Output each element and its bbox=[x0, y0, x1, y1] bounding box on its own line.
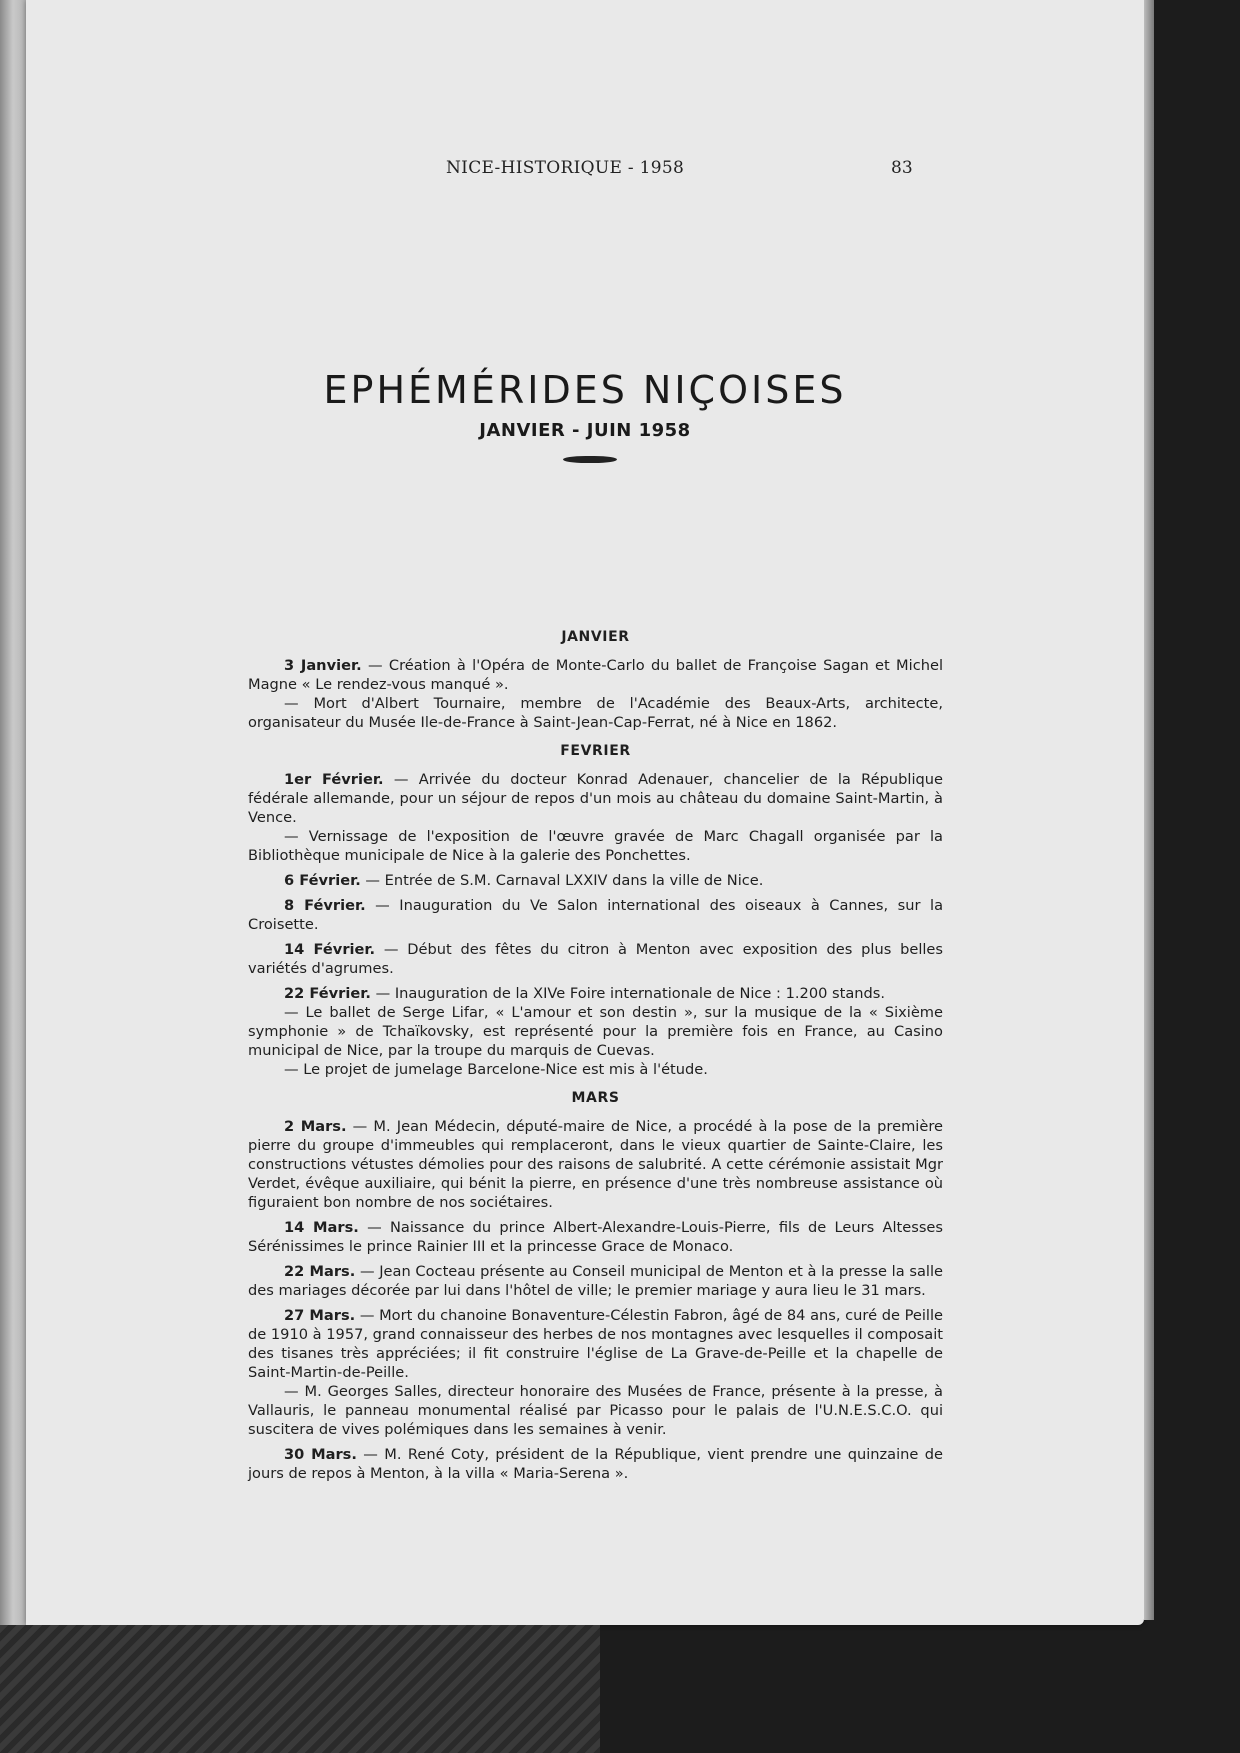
entry-date: 30 Mars. bbox=[284, 1446, 357, 1463]
article-subtitle: JANVIER - JUIN 1958 bbox=[479, 420, 691, 441]
article-title: EPHÉMÉRIDES NIÇOISES bbox=[323, 368, 847, 412]
entry-text: Vernissage de l'exposition de l'œuvre gravée de Marc Chagall organisée par la Bibliothèque municipale de Nice à la galerie des Ponchettes. bbox=[248, 828, 943, 864]
chronicle-entry bbox=[248, 984, 943, 1079]
background-fabric bbox=[0, 1625, 600, 1753]
entry-paragraph: 30 Mars. — M. René Coty, président de la République, vient prendre une quinzaine de jours de repos à Menton, à la villa « Maria-Serena ». bbox=[248, 1446, 944, 1482]
entry-paragraph: 27 Mars. — Mort du chanoine Bonaventure-Célestin Fabron, âgé de 84 ans, curé de Peille de 1910 à 1957, grand connaisseur des herbes de nos montagnes avec lesquelles il composait des tisanes très appréciées; il fit construire l'église de La Grave-de-Peille et la chapelle de Saint-Martin-de-Peille. bbox=[248, 1307, 944, 1381]
entry-paragraph: 1er Février. — Arrivée du docteur Konrad Adenauer, chancelier de la République fédérale allemande, pour un séjour de repos d'un mois au château du domaine Saint-Martin, à Vence. bbox=[248, 771, 944, 826]
chronicle-entry bbox=[248, 1262, 943, 1300]
entry-paragraph: — Mort d'Albert Tournaire, membre de l'Académie des Beaux-Arts, architecte, organisateur du Musée Ile-de-France à Saint-Jean-Cap-Ferrat, né à Nice en 1862. bbox=[248, 695, 943, 731]
entry-paragraph: 8 Février. — Inauguration du Ve Salon international des oiseaux à Cannes, sur la Croisette. bbox=[248, 897, 944, 933]
chronicle-entry bbox=[248, 656, 943, 732]
chronicle-entry bbox=[248, 896, 943, 934]
chronicle-entry bbox=[248, 1445, 943, 1483]
entry-paragraph: 2 Mars. — M. Jean Médecin, député-maire de Nice, a procédé à la pose de la première pierre du groupe d'immeubles qui remplaceront, dans le vieux quartier de Sainte-Claire, les constructions vétustes démolies pour des raisons de salubrité. A cette cérémonie assistait Mgr Verdet, évêque auxiliaire, qui bénit la pierre, en présence d'une très nombreuse assistance où figuraient bon nombre de nos sociétaires. bbox=[248, 1118, 943, 1211]
entry-text: Entrée de S.M. Carnaval LXXIV dans la ville de Nice. bbox=[384, 872, 764, 889]
entry-text: Le projet de jumelage Barcelone-Nice est mis à l'étude. bbox=[303, 1061, 708, 1078]
document-page bbox=[26, 0, 1144, 1625]
entry-text: Mort d'Albert Tournaire, membre de l'Académie des Beaux-Arts, architecte, organisateur du Musée Ile-de-France à Saint-Jean-Cap-Ferrat, né à Nice en 1862. bbox=[248, 695, 943, 731]
section-heading: MARS bbox=[571, 1090, 620, 1106]
entry-date: 3 Janvier. bbox=[284, 657, 362, 674]
entry-text: Naissance du prince Albert-Alexandre-Louis-Pierre, fils de Leurs Altesses Sérénissimes le prince Rainier III et la princesse Grace de Monaco. bbox=[248, 1219, 944, 1255]
entry-text: Inauguration de la XIVe Foire internationale de Nice : 1.200 stands. bbox=[394, 985, 886, 1002]
entry-paragraph: 22 Février. — Inauguration de la XIVe Foire internationale de Nice : 1.200 stands. bbox=[284, 985, 886, 1002]
entry-text: Jean Cocteau présente au Conseil municipal de Menton et à la presse la salle des mariages décorée par lui dans l'hôtel de ville; le premier mariage y aura lieu le 31 mars. bbox=[248, 1263, 943, 1299]
page-stack-edge bbox=[1144, 0, 1154, 1620]
entry-date: 2 Mars. bbox=[284, 1118, 347, 1135]
entry-date: 8 Février. bbox=[284, 897, 366, 914]
entry-paragraph: — Vernissage de l'exposition de l'œuvre gravée de Marc Chagall organisée par la Bibliothèque municipale de Nice à la galerie des Ponchettes. bbox=[248, 828, 943, 864]
entry-paragraph: 6 Février. — Entrée de S.M. Carnaval LXXIV dans la ville de Nice. bbox=[284, 872, 764, 889]
entry-text: Inauguration du Ve Salon international des oiseaux à Cannes, sur la Croisette. bbox=[248, 897, 944, 933]
entry-date: 22 Février. bbox=[284, 985, 371, 1002]
chronicle-entry bbox=[248, 940, 943, 978]
entry-paragraph: — Le ballet de Serge Lifar, « L'amour et son destin », sur la musique de la « Sixième symphonie » de Tchaïkovsky, est représenté pour la première fois en France, au Casino municipal de Nice, par la troupe du marquis de Cuevas. bbox=[248, 1004, 943, 1059]
entry-date: 27 Mars. bbox=[284, 1307, 356, 1324]
entry-paragraph: — Le projet de jumelage Barcelone-Nice est mis à l'étude. bbox=[284, 1061, 708, 1078]
entry-text: Création à l'Opéra de Monte-Carlo du ballet de Françoise Sagan et Michel Magne « Le rendez-vous manqué ». bbox=[248, 657, 944, 693]
title-ornament bbox=[563, 456, 617, 463]
chronicle-entry bbox=[248, 1218, 943, 1256]
entry-date: 14 Février. bbox=[284, 941, 376, 958]
journal-title: NICE-HISTORIQUE - 1958 bbox=[446, 158, 685, 178]
running-header bbox=[26, 158, 1144, 182]
entry-paragraph: 14 Mars. — Naissance du prince Albert-Alexandre-Louis-Pierre, fils de Leurs Altesses Sérénissimes le prince Rainier III et la princesse Grace de Monaco. bbox=[248, 1219, 944, 1255]
entry-date: 22 Mars. bbox=[284, 1263, 356, 1280]
entry-text: M. Georges Salles, directeur honoraire des Musées de France, présente à la presse, à Vallauris, le panneau monumental réalisé par Picasso pour le palais de l'U.N.E.S.C.O. qui suscitera de vives polémiques dans les semaines à venir. bbox=[248, 1383, 944, 1438]
entry-paragraph: 3 Janvier. — Création à l'Opéra de Monte-Carlo du ballet de Françoise Sagan et Michel Magne « Le rendez-vous manqué ». bbox=[248, 657, 944, 693]
entry-text: M. Jean Médecin, député-maire de Nice, a procédé à la pose de la première pierre du groupe d'immeubles qui remplaceront, dans le vieux quartier de Sainte-Claire, les constructions vétustes démolies pour des raisons de salubrité. A cette cérémonie assistait Mgr Verdet, évêque auxiliaire, qui bénit la pierre, en présence d'une très nombreuse assistance où figuraient bon nombre de nos sociétaires. bbox=[248, 1118, 943, 1211]
entry-paragraph: 14 Février. — Début des fêtes du citron à Menton avec exposition des plus belles variétés d'agrumes. bbox=[248, 941, 944, 977]
chronicle-entry bbox=[248, 1117, 943, 1212]
entry-date: 14 Mars. bbox=[284, 1219, 359, 1236]
entry-date: 1er Février. bbox=[284, 771, 384, 788]
chronicle-entry bbox=[248, 770, 943, 865]
chronicle-entry bbox=[248, 1306, 943, 1439]
entry-text: Arrivée du docteur Konrad Adenauer, chancelier de la République fédérale allemande, pour un séjour de repos d'un mois au château du domaine Saint-Martin, à Vence. bbox=[248, 771, 944, 826]
adjacent-page-edge bbox=[0, 0, 26, 1753]
section-heading: JANVIER bbox=[561, 629, 630, 645]
article-body bbox=[248, 628, 943, 1489]
entry-date: 6 Février. bbox=[284, 872, 361, 889]
entry-paragraph: — M. Georges Salles, directeur honoraire des Musées de France, présente à la presse, à Vallauris, le panneau monumental réalisé par Picasso pour le palais de l'U.N.E.S.C.O. qui suscitera de vives polémiques dans les semaines à venir. bbox=[248, 1383, 944, 1438]
chronicle-entry bbox=[248, 871, 943, 890]
entry-text: Début des fêtes du citron à Menton avec exposition des plus belles variétés d'agrumes. bbox=[248, 941, 944, 977]
entry-paragraph: 22 Mars. — Jean Cocteau présente au Conseil municipal de Menton et à la presse la salle des mariages décorée par lui dans l'hôtel de ville; le premier mariage y aura lieu le 31 mars. bbox=[248, 1263, 943, 1299]
entry-text: M. René Coty, président de la République, vient prendre une quinzaine de jours de repos à Menton, à la villa « Maria-Serena ». bbox=[248, 1446, 944, 1482]
entry-text: Mort du chanoine Bonaventure-Célestin Fabron, âgé de 84 ans, curé de Peille de 1910 à 1957, grand connaisseur des herbes de nos montagnes avec lesquelles il composait des tisanes très appréciées; il fit construire l'église de La Grave-de-Peille et la chapelle de Saint-Martin-de-Peille. bbox=[248, 1307, 944, 1381]
page-number: 83 bbox=[891, 158, 913, 178]
section-heading: FEVRIER bbox=[560, 743, 631, 759]
entry-text: Le ballet de Serge Lifar, « L'amour et son destin », sur la musique de la « Sixième symphonie » de Tchaïkovsky, est représenté pour la première fois en France, au Casino municipal de Nice, par la troupe du marquis de Cuevas. bbox=[248, 1004, 943, 1059]
